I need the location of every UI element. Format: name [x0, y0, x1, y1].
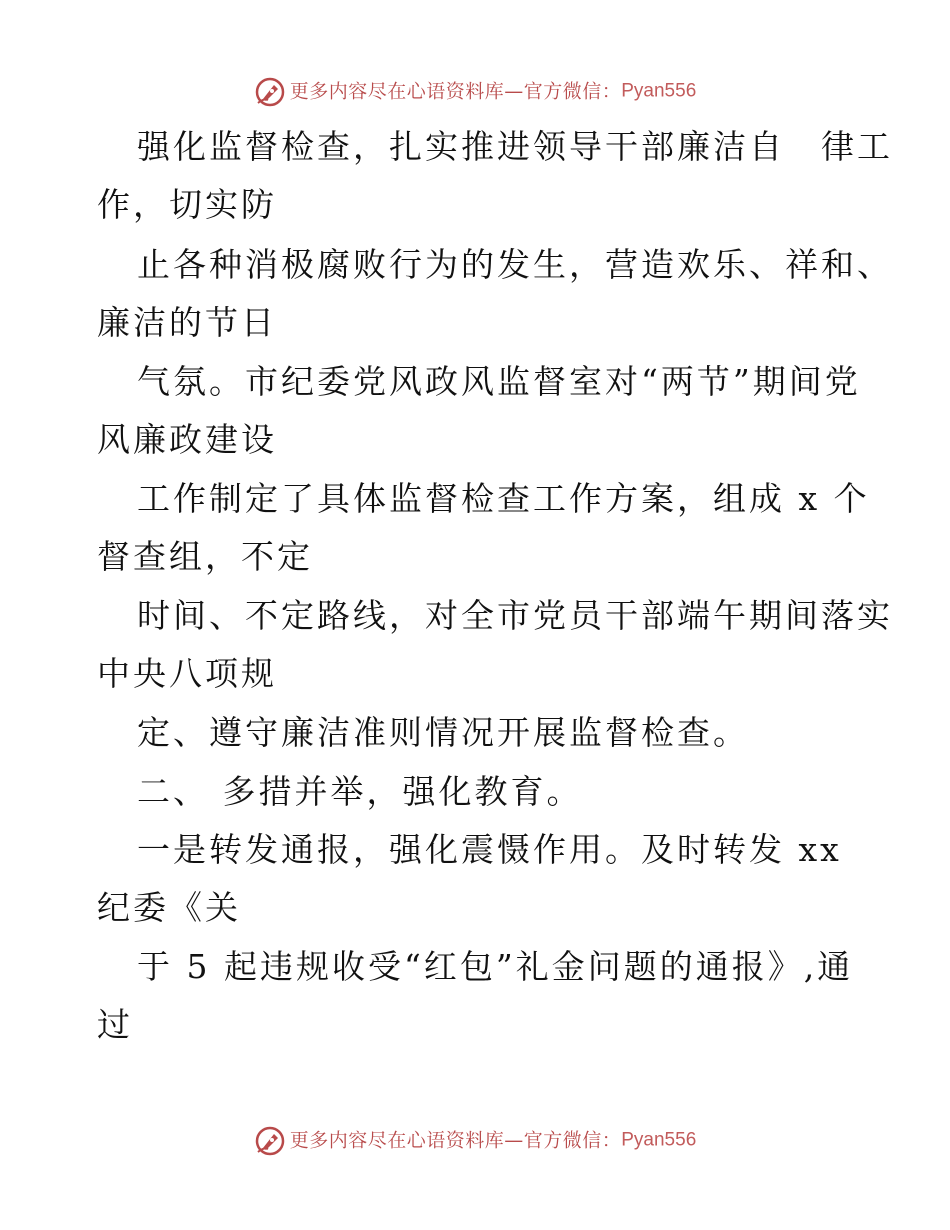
- text-line: 工作制定了具体监督检查工作方案，组成 x 个: [137, 479, 870, 518]
- watermark-text: 更多内容尽在心语资料库—官方微信：: [289, 80, 622, 103]
- footer-watermark: [0, 1120, 950, 1160]
- pen-nib-circle-icon: [254, 76, 286, 108]
- section-heading: 二、 多措并举，强化教育。: [137, 772, 583, 811]
- watermark-wechat-id: Pyan556: [621, 80, 697, 102]
- text-line: 督查组，不定: [97, 537, 313, 576]
- text-line: 一是转发通报，强化震慑作用。及时转发 xx: [137, 830, 842, 869]
- text-line: 中央八项规: [97, 654, 277, 693]
- text-line: 于 5 起违规收受“红包”礼金问题的通报》,通: [137, 947, 854, 986]
- text-line: 纪委《关: [97, 888, 241, 927]
- watermark-wechat-id: Pyan556: [621, 1129, 697, 1151]
- text-line: 作，切实防: [97, 185, 277, 224]
- text-line: 廉洁的节日: [97, 303, 277, 342]
- text-line: 风廉政建设: [97, 420, 277, 459]
- pen-nib-circle-icon: [254, 1125, 286, 1157]
- text-line: 定、遵守廉洁准则情况开展监督检查。: [137, 713, 749, 752]
- watermark-text: 更多内容尽在心语资料库—官方微信：: [289, 1129, 622, 1152]
- text-line: 时间、不定路线，对全市党员干部端午期间落实: [137, 596, 893, 635]
- text-line: 止各种消极腐败行为的发生，营造欢乐、祥和、: [137, 245, 893, 284]
- text-line: 过: [97, 1005, 133, 1044]
- header-watermark: [0, 71, 950, 111]
- text-line: 强化监督检查，扎实推进领导干部廉洁自 律工: [137, 127, 893, 166]
- text-line: 气氛。市纪委党风政风监督室对“两节”期间党: [137, 362, 861, 401]
